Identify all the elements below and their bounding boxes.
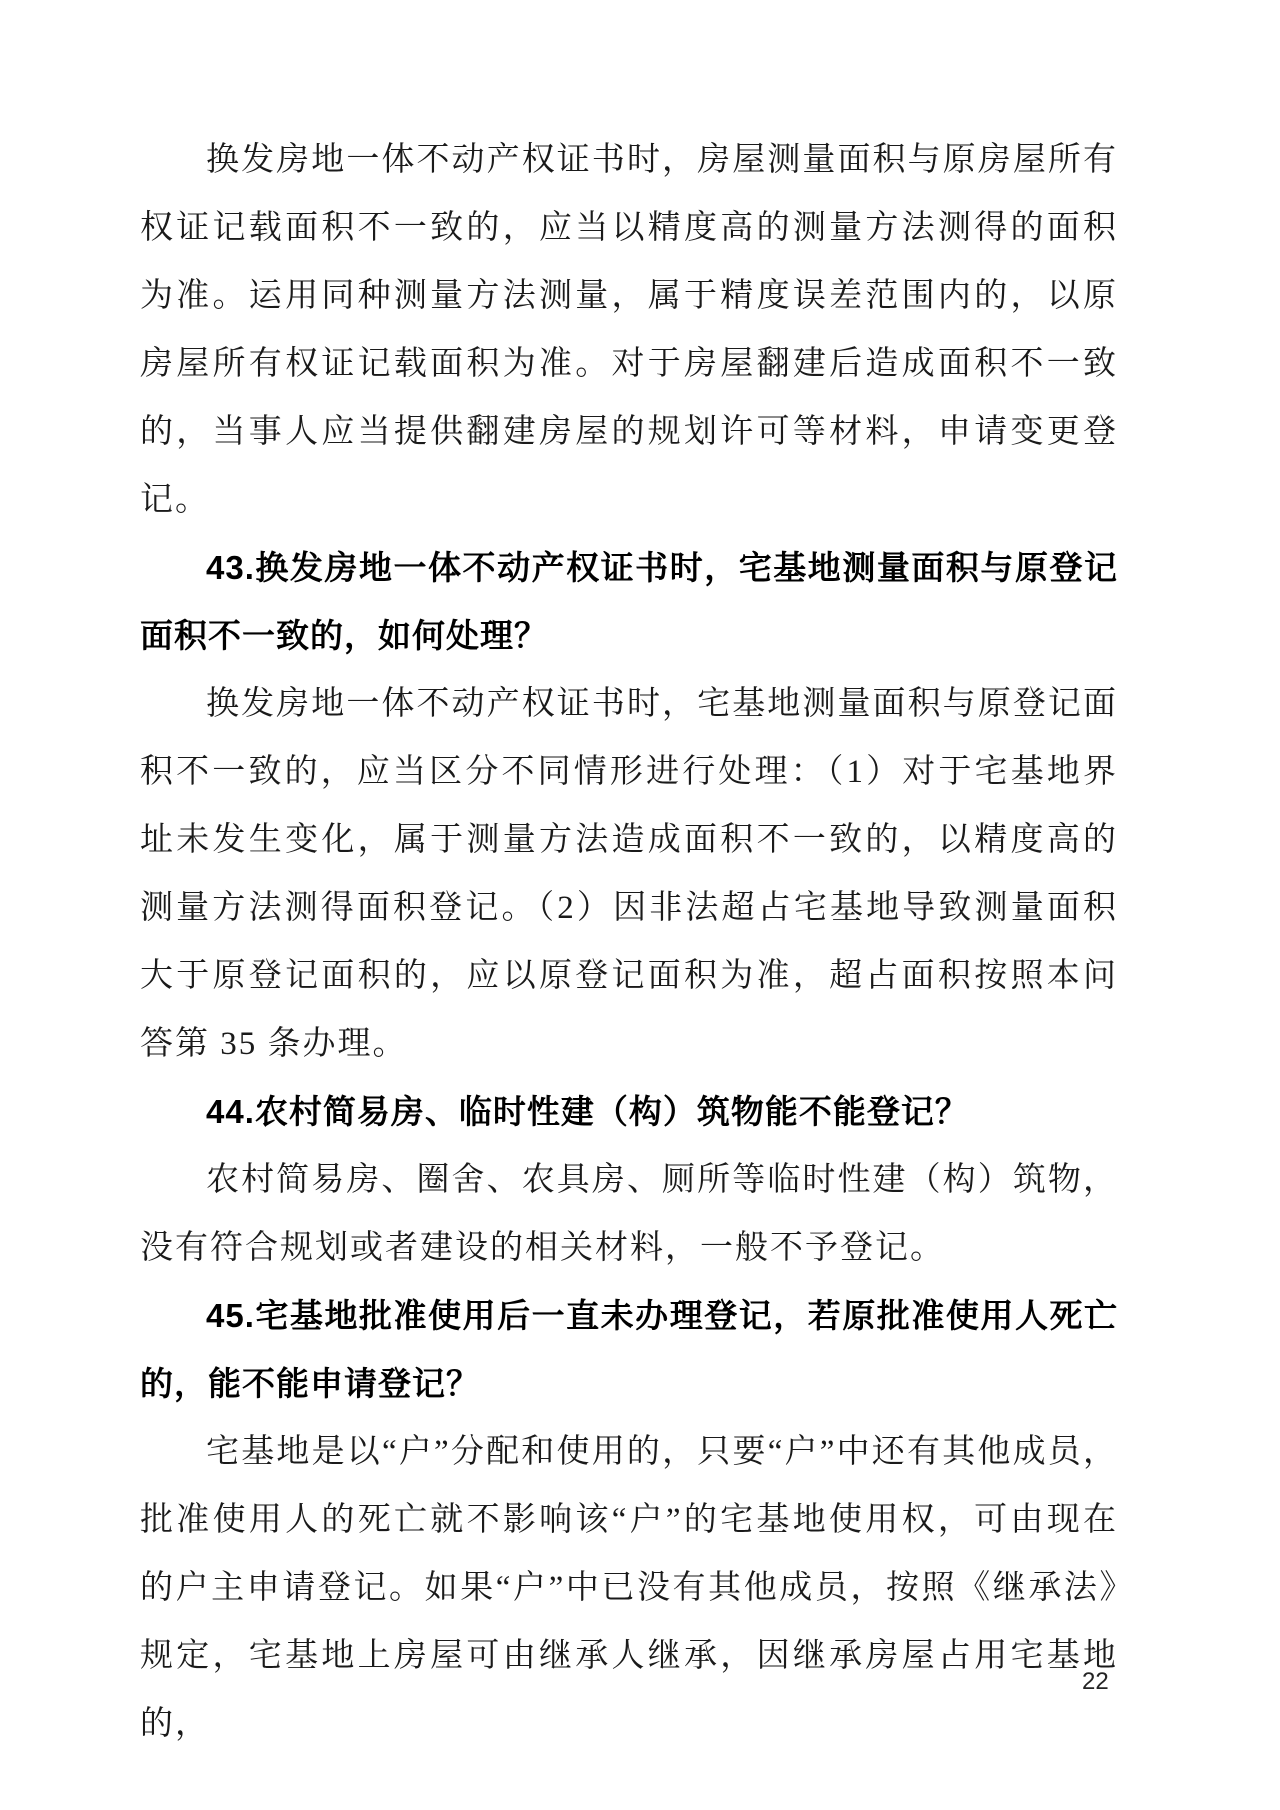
answer-42-continued-paragraph: 换发房地一体不动产权证书时，房屋测量面积与原房屋所有权证记载面积不一致的，应当以精度高的测量方法测得的面积为准。运用同种测量方法测量，属于精度误差范围内的，以原房屋所有权证记载面积为准。对于房屋翻建后造成面积不一致的，当事人应当提供翻建房屋的规划许可等材料，申请变更登记。	[140, 142, 1118, 518]
question-44-heading: 44.农村简易房、临时性建（构）筑物能不能登记？	[206, 1093, 969, 1130]
page-number: 22	[1082, 1668, 1109, 1695]
answer-43-paragraph: 换发房地一体不动产权证书时，宅基地测量面积与原登记面积不一致的，应当区分不同情形进行处理：（1）对于宅基地界址未发生变化，属于测量方法造成面积不一致的，以精度高的测量方法测得面积登记。（2）因非法超占宅基地导致测量面积大于原登记面积的，应以原登记面积为准，超占面积按照本问答第 35 条办理。	[140, 686, 1118, 1062]
answer-44-paragraph: 农村简易房、圈舍、农具房、厕所等临时性建（构）筑物，没有符合规划或者建设的相关材料，一般不予登记。	[140, 1162, 1118, 1266]
page-content	[140, 126, 1118, 1758]
answer-45-paragraph: 宅基地是以“户”分配和使用的，只要“户”中还有其他成员，批准使用人的死亡就不影响该“户”的宅基地使用权，可由现在的户主申请登记。如果“户”中已没有其他成员，按照《继承法》规定，宅基地上房屋可由继承人继承，因继承房屋占用宅基地的，	[140, 1434, 1118, 1742]
question-45-heading: 45.宅基地批准使用后一直未办理登记，若原批准使用人死亡的，能不能申请登记？	[140, 1297, 1118, 1402]
question-43-heading: 43.换发房地一体不动产权证书时，宅基地测量面积与原登记面积不一致的，如何处理？	[140, 549, 1118, 654]
